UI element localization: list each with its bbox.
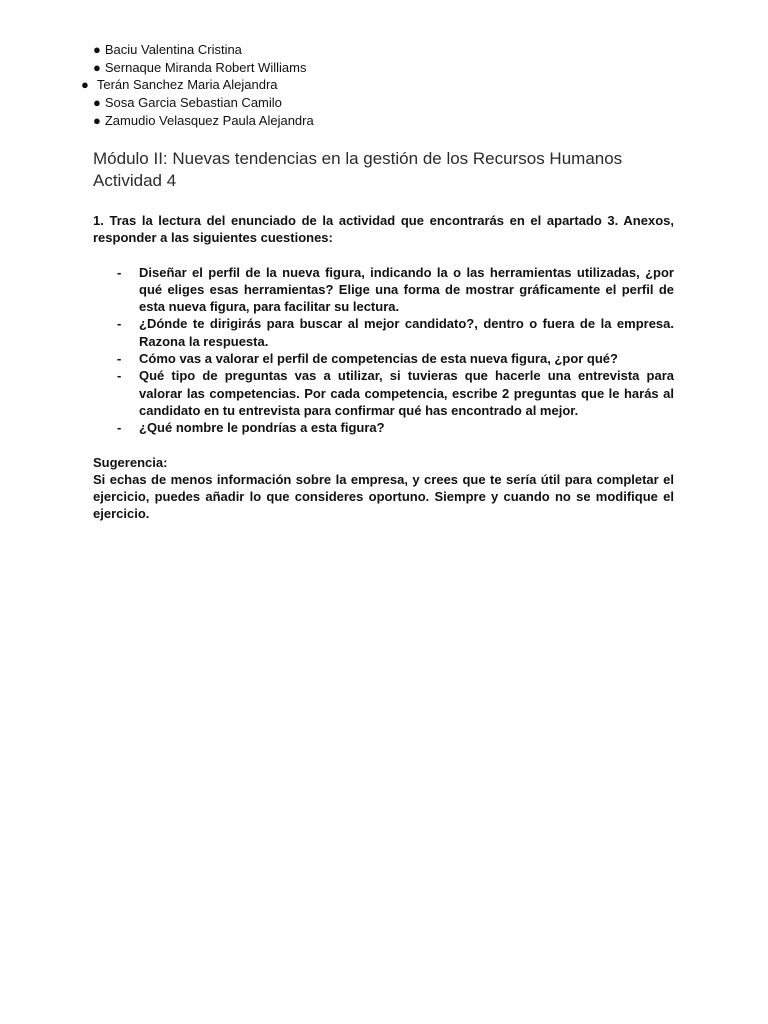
suggestion-text: Si echas de menos información sobre la empresa, y crees que te sería útil para completar el ejercicio, puedes añadir lo que consideres oportuno. Siempre y cuando no se modifique el ejercicio. [93, 471, 674, 522]
team-member-name: Zamudio Velasquez Paula Alejandra [104, 112, 314, 128]
task-item [93, 367, 674, 419]
task-text: Qué tipo de preguntas vas a utilizar, si tuvieras que hacerle una entrevista para valorar las competencias. Por cada competencia, escribe 2 preguntas que le harás al candidato en tu entrevista para confirmar qué has encontrado al mejor. [139, 368, 674, 418]
activity-content [93, 212, 674, 523]
question-intro: 1. Tras la lectura del enunciado de la actividad que encontrarás en el apartado 3. Anexos, responder a las siguientes cuestiones: [93, 213, 674, 246]
bullet-icon: ● [93, 112, 101, 128]
team-member-name: Terán Sanchez Maria Alejandra [96, 77, 278, 93]
task-list [93, 264, 674, 437]
bullet-icon: ● [93, 95, 101, 111]
dash-marker: - [117, 368, 122, 384]
suggestion-title: Sugerencia: [93, 454, 168, 470]
team-member-name: Sernaque Miranda Robert Williams [104, 59, 307, 75]
task-text: ¿Dónde te dirigirás para buscar al mejor candidato?, dentro o fuera de la empresa. Razona la respuesta. [139, 316, 674, 349]
bullet-icon: ● [93, 59, 101, 75]
task-item [93, 419, 674, 436]
team-member [0, 41, 314, 59]
dash-marker: - [117, 316, 122, 332]
dash-marker: - [117, 351, 122, 367]
bullet-icon: ● [81, 77, 89, 93]
activity-title: Actividad 4 [93, 171, 177, 190]
document-heading [93, 148, 622, 192]
task-item [93, 350, 674, 367]
module-title: Módulo II: Nuevas tendencias en la gestión de los Recursos Humanos [93, 149, 623, 168]
task-text: Cómo vas a valorar el perfil de competencias de esta nueva figura, ¿por qué? [139, 351, 618, 367]
task-item [93, 264, 674, 316]
dash-marker: - [117, 264, 122, 280]
team-member [0, 76, 314, 94]
team-member [0, 59, 314, 77]
dash-marker: - [117, 420, 122, 436]
task-item [93, 315, 674, 350]
team-member-name: Sosa Garcia Sebastian Camilo [104, 95, 282, 111]
bullet-icon: ● [93, 42, 101, 57]
team-member-name: Baciu Valentina Cristina [104, 42, 242, 57]
task-text: ¿Qué nombre le pondrías a esta figura? [139, 420, 385, 436]
team-members-list [0, 41, 314, 130]
team-member [0, 112, 314, 130]
task-text: Diseñar el perfil de la nueva figura, indicando la o las herramientas utilizadas, ¿por qué eliges esas herramientas? Elige una forma de mostrar gráficamente el perfil de esta nueva figura, para facilitar su lectura. [139, 264, 674, 315]
team-member [0, 94, 314, 112]
